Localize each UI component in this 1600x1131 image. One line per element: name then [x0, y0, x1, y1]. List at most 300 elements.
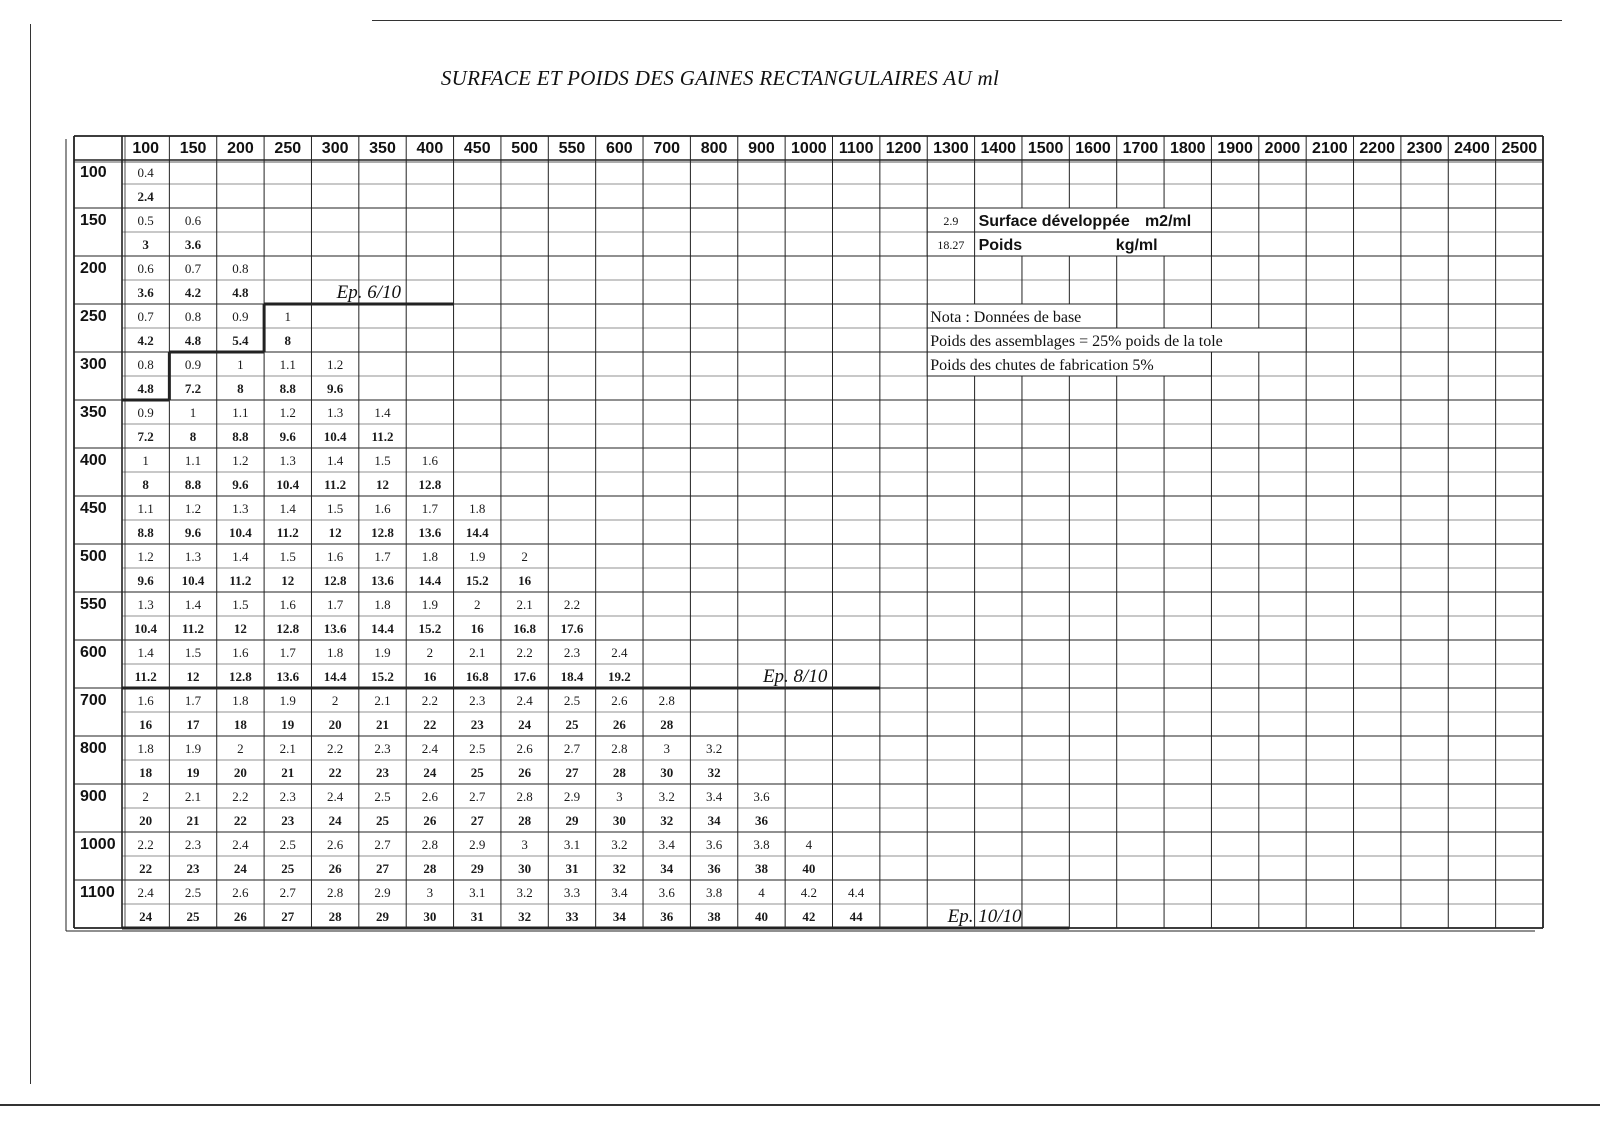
poids-cell: 18.4 [560, 669, 584, 684]
poids-cell: 16.8 [465, 669, 489, 684]
surface-cell: 2 [331, 693, 339, 708]
row-header: 900 [80, 788, 107, 805]
poids-cell: 13.6 [323, 621, 347, 636]
surface-cell: 2.5 [563, 693, 581, 708]
poids-cell: 9.6 [137, 573, 154, 588]
poids-cell: 34 [707, 813, 721, 828]
surface-cell: 2.8 [327, 885, 344, 900]
poids-cell: 20 [233, 765, 247, 780]
legend-poids-label: Poids [978, 237, 1023, 254]
surface-cell: 1.2 [184, 501, 202, 516]
row-header: 400 [80, 452, 107, 469]
poids-cell: 21 [376, 717, 390, 732]
surface-cell: 2.2 [327, 741, 344, 756]
column-header: 450 [463, 140, 491, 157]
poids-cell: 17 [186, 717, 200, 732]
column-header: 1000 [791, 140, 827, 157]
surface-cell: 2.8 [611, 741, 628, 756]
poids-cell: 19 [281, 717, 295, 732]
column-header: 600 [605, 140, 633, 157]
surface-cell: 1.7 [184, 693, 202, 708]
poids-cell: 16.8 [513, 621, 536, 636]
surface-cell: 2.5 [469, 741, 486, 756]
surface-cell: 2.8 [421, 837, 439, 852]
poids-cell: 8.8 [184, 477, 202, 492]
surface-cell: 3.3 [563, 885, 581, 900]
surface-cell: 1.5 [374, 453, 391, 468]
poids-cell: 12.8 [418, 477, 442, 492]
poids-cell: 8.8 [232, 429, 249, 444]
poids-cell: 17.6 [513, 669, 536, 684]
surface-cell: 1.3 [279, 453, 296, 468]
surface-cell: 2.2 [421, 693, 439, 708]
column-header: 150 [179, 140, 207, 157]
column-header: 200 [227, 140, 254, 157]
surface-cell: 1.4 [184, 597, 202, 612]
surface-cell: 1 [284, 309, 292, 324]
poids-cell: 17.6 [560, 621, 584, 636]
surface-cell: 2.6 [327, 837, 344, 852]
surface-cell: 1.3 [137, 597, 154, 612]
poids-cell: 4.2 [184, 285, 202, 300]
surface-cell: 4.2 [800, 885, 817, 900]
surface-cell: 1.6 [421, 453, 439, 468]
surface-cell: 1 [189, 405, 197, 420]
poids-cell: 9.6 [184, 525, 202, 540]
surface-cell: 3.1 [563, 837, 581, 852]
surface-cell: 2 [142, 789, 149, 804]
poids-cell: 20 [328, 717, 342, 732]
column-header: 2400 [1454, 140, 1490, 157]
surface-cell: 3.8 [753, 837, 770, 852]
row-header: 700 [80, 692, 107, 709]
poids-cell: 4.8 [137, 381, 154, 396]
poids-cell: 2.4 [137, 189, 154, 204]
poids-cell: 14.4 [323, 669, 347, 684]
poids-cell: 12.8 [229, 669, 252, 684]
surface-cell: 1.1 [184, 453, 202, 468]
surface-cell: 1.3 [232, 501, 249, 516]
poids-cell: 23 [470, 717, 484, 732]
poids-cell: 36 [754, 813, 768, 828]
surface-cell: 1.8 [327, 645, 344, 660]
poids-cell: 27 [470, 813, 484, 828]
surface-cell: 2.1 [469, 645, 486, 660]
poids-cell: 29 [565, 813, 579, 828]
poids-cell: 32 [660, 813, 674, 828]
poids-cell: 26 [328, 861, 342, 876]
legend-surface-unit: m2/ml [1144, 213, 1192, 230]
surface-cell: 2.4 [327, 789, 344, 804]
surface-cell: 1.1 [279, 357, 296, 372]
surface-cell: 1.1 [232, 405, 249, 420]
poids-cell: 25 [470, 765, 484, 780]
poids-cell: 12 [233, 621, 247, 636]
poids-cell: 38 [754, 861, 768, 876]
note-text: Nota : Données de base [930, 309, 1082, 326]
poids-cell: 16 [470, 621, 484, 636]
surface-cell: 2.4 [421, 741, 439, 756]
surface-cell: 2.1 [184, 789, 202, 804]
column-header: 1900 [1217, 140, 1253, 157]
poids-cell: 11.2 [134, 669, 157, 684]
surface-cell: 2.3 [279, 789, 296, 804]
surface-cell: 2.6 [232, 885, 249, 900]
poids-cell: 22 [423, 717, 437, 732]
poids-cell: 25 [376, 813, 390, 828]
poids-cell: 36 [707, 861, 721, 876]
column-header: 1800 [1169, 140, 1206, 157]
surface-cell: 2.7 [374, 837, 391, 852]
surface-cell: 1.5 [184, 645, 202, 660]
surface-cell: 4 [758, 885, 765, 900]
poids-cell: 14.4 [418, 573, 442, 588]
surface-cell: 1 [237, 357, 244, 372]
surface-cell: 1.9 [469, 549, 486, 564]
poids-cell: 30 [423, 909, 437, 924]
legend-poids-box [927, 232, 1211, 256]
surface-cell: 1.6 [279, 597, 296, 612]
poids-cell: 23 [281, 813, 295, 828]
poids-cell: 11.2 [324, 477, 347, 492]
surface-cell: 1.6 [232, 645, 249, 660]
surface-cell: 1.4 [232, 549, 249, 564]
surface-cell: 3.8 [705, 885, 723, 900]
surface-cell: 1.6 [137, 693, 154, 708]
poids-cell: 10.4 [276, 477, 300, 492]
surface-cell: 1.8 [469, 501, 486, 516]
poids-cell: 11.2 [276, 525, 299, 540]
surface-cell: 2.4 [611, 645, 628, 660]
thickness-label-ep6: Ep. 6/10 [336, 282, 402, 303]
column-header: 2500 [1501, 140, 1538, 157]
poids-cell: 3 [142, 237, 149, 252]
poids-cell: 12 [328, 525, 342, 540]
poids-cell: 15.2 [371, 669, 394, 684]
poids-cell: 32 [707, 765, 721, 780]
surface-cell: 2.1 [279, 741, 296, 756]
surface-cell: 2.2 [563, 597, 581, 612]
surface-cell: 3 [426, 885, 434, 900]
poids-cell: 8 [189, 429, 197, 444]
row-header: 800 [80, 740, 107, 757]
column-header: 100 [132, 140, 160, 157]
surface-cell: 2.3 [184, 837, 202, 852]
column-header: 1300 [933, 140, 969, 157]
surface-cell: 3.4 [705, 789, 723, 804]
poids-cell: 12.8 [276, 621, 300, 636]
poids-cell: 7.2 [137, 429, 154, 444]
poids-cell: 11.2 [229, 573, 252, 588]
surface-cell: 1.9 [374, 645, 391, 660]
poids-cell: 12.8 [371, 525, 394, 540]
poids-cell: 23 [376, 765, 390, 780]
poids-cell: 8.8 [279, 381, 296, 396]
surface-cell: 2.3 [563, 645, 581, 660]
row-header: 350 [80, 404, 107, 421]
poids-cell: 30 [660, 765, 674, 780]
poids-cell: 27 [376, 861, 390, 876]
surface-cell: 2.3 [469, 693, 486, 708]
poids-cell: 26 [423, 813, 437, 828]
row-header: 600 [80, 644, 107, 661]
surface-cell: 1.7 [327, 597, 344, 612]
surface-cell: 3.6 [753, 789, 770, 804]
poids-cell: 22 [233, 813, 247, 828]
row-header: 500 [80, 548, 107, 565]
surface-cell: 2.7 [279, 885, 296, 900]
surface-cell: 1.7 [279, 645, 296, 660]
poids-cell: 18 [233, 717, 247, 732]
note-text: Poids des chutes de fabrication 5% [930, 357, 1154, 374]
surface-cell: 1.5 [279, 549, 296, 564]
poids-cell: 33 [565, 909, 579, 924]
row-header: 300 [80, 356, 107, 373]
poids-cell: 25 [281, 861, 295, 876]
column-header: 2100 [1312, 140, 1348, 157]
poids-cell: 26 [518, 765, 532, 780]
poids-cell: 30 [518, 861, 532, 876]
poids-cell: 23 [186, 861, 200, 876]
surface-cell: 2.9 [374, 885, 391, 900]
poids-cell: 27 [565, 765, 579, 780]
surface-cell: 1.4 [137, 645, 154, 660]
poids-cell: 25 [565, 717, 579, 732]
poids-cell: 11.2 [182, 621, 205, 636]
poids-cell: 16 [139, 717, 153, 732]
surface-cell: 2.2 [516, 645, 533, 660]
surface-cell: 2.2 [232, 789, 249, 804]
poids-cell: 8 [284, 333, 292, 348]
surface-cell: 1.5 [232, 597, 249, 612]
poids-cell: 34 [660, 861, 674, 876]
column-header: 800 [700, 140, 728, 157]
poids-cell: 29 [470, 861, 484, 876]
surface-cell: 1.8 [232, 693, 249, 708]
poids-cell: 30 [612, 813, 626, 828]
poids-cell: 24 [423, 765, 437, 780]
surface-cell: 3 [663, 741, 670, 756]
note-text: Poids des assemblages = 25% poids de la tole [930, 333, 1223, 350]
surface-cell: 0.7 [137, 309, 154, 324]
surface-cell: 2.5 [279, 837, 296, 852]
poids-cell: 31 [470, 909, 484, 924]
poids-cell: 42 [802, 909, 816, 924]
row-header: 450 [80, 500, 107, 517]
surface-cell: 0.8 [137, 357, 154, 372]
poids-cell: 3.6 [184, 237, 202, 252]
poids-cell: 24 [139, 909, 153, 924]
surface-cell: 2.4 [137, 885, 154, 900]
column-header: 500 [511, 140, 538, 157]
column-header: 1600 [1075, 140, 1111, 157]
surface-cell: 1.6 [327, 549, 344, 564]
surface-cell: 2.1 [374, 693, 391, 708]
poids-cell: 4.8 [184, 333, 202, 348]
poids-cell: 10.4 [323, 429, 347, 444]
poids-cell: 11.2 [371, 429, 394, 444]
surface-cell: 1.9 [421, 597, 439, 612]
column-header: 2300 [1406, 140, 1443, 157]
poids-cell: 21 [186, 813, 200, 828]
surface-cell: 2.7 [469, 789, 486, 804]
poids-cell: 34 [612, 909, 626, 924]
surface-cell: 1.3 [184, 549, 202, 564]
poids-cell: 10.4 [229, 525, 252, 540]
column-header: 700 [653, 140, 681, 157]
legend-surface-label: Surface développée [978, 213, 1130, 230]
surface-cell: 1.2 [279, 405, 296, 420]
surface-cell: 1.8 [374, 597, 391, 612]
surface-cell: 1.2 [232, 453, 249, 468]
row-header: 200 [80, 260, 107, 277]
surface-cell: 1.7 [374, 549, 391, 564]
surface-cell: 1.7 [421, 501, 439, 516]
surface-cell: 2.9 [469, 837, 486, 852]
poids-cell: 24 [233, 861, 247, 876]
poids-cell: 18 [139, 765, 153, 780]
column-header: 1500 [1027, 140, 1064, 157]
surface-cell: 3.2 [658, 789, 675, 804]
column-header: 400 [416, 140, 444, 157]
poids-cell: 9.6 [279, 429, 296, 444]
surface-cell: 1.4 [279, 501, 296, 516]
surface-cell: 2.8 [658, 693, 675, 708]
surface-cell: 3.2 [611, 837, 628, 852]
legend-poids-unit: kg/ml [1115, 237, 1158, 254]
column-header: 2000 [1264, 140, 1301, 157]
surface-cell: 2 [521, 549, 528, 564]
surface-cell: 0.6 [137, 261, 154, 276]
poids-cell: 8 [237, 381, 244, 396]
surface-cell: 0.6 [184, 213, 202, 228]
surface-cell: 3.4 [611, 885, 628, 900]
column-header: 300 [321, 140, 349, 157]
poids-cell: 12 [186, 669, 200, 684]
poids-cell: 27 [281, 909, 295, 924]
poids-cell: 28 [612, 765, 626, 780]
surface-cell: 2 [237, 741, 244, 756]
poids-cell: 14.4 [371, 621, 394, 636]
poids-cell: 32 [518, 909, 532, 924]
poids-cell: 28 [328, 909, 342, 924]
surface-cell: 1.3 [327, 405, 344, 420]
poids-cell: 13.6 [371, 573, 394, 588]
document-title: SURFACE ET POIDS DES GAINES RECTANGULAIRES AU ml [440, 66, 1000, 90]
surface-cell: 3 [616, 789, 623, 804]
surface-cell: 1.1 [137, 501, 154, 516]
poids-cell: 25 [186, 909, 200, 924]
poids-cell: 9.6 [327, 381, 344, 396]
poids-cell: 36 [660, 909, 674, 924]
surface-cell: 3.4 [658, 837, 675, 852]
surface-cell: 2.6 [516, 741, 533, 756]
poids-cell: 38 [707, 909, 721, 924]
row-header: 250 [80, 308, 107, 325]
surface-cell: 2.8 [516, 789, 533, 804]
surface-cell: 2.2 [137, 837, 154, 852]
poids-cell: 20 [139, 813, 153, 828]
surface-cell: 0.8 [184, 309, 202, 324]
poids-cell: 5.4 [232, 333, 249, 348]
poids-cell: 13.6 [418, 525, 442, 540]
poids-cell: 40 [802, 861, 816, 876]
surface-cell: 0.8 [232, 261, 249, 276]
surface-cell: 1 [142, 453, 149, 468]
poids-cell: 44 [849, 909, 863, 924]
poids-cell: 22 [139, 861, 153, 876]
poids-cell: 9.6 [232, 477, 249, 492]
poids-cell: 28 [660, 717, 674, 732]
surface-cell: 0.7 [184, 261, 202, 276]
column-header: 1200 [885, 140, 922, 157]
surface-cell: 4.4 [848, 885, 865, 900]
surface-cell: 2.3 [374, 741, 391, 756]
surface-cell: 2.6 [611, 693, 628, 708]
surface-cell: 1.8 [137, 741, 154, 756]
surface-cell: 1.2 [327, 357, 344, 372]
poids-cell: 4.8 [232, 285, 249, 300]
poids-cell: 3.6 [137, 285, 154, 300]
surface-cell: 1.8 [421, 549, 439, 564]
poids-cell: 32 [612, 861, 626, 876]
poids-cell: 40 [754, 909, 768, 924]
surface-cell: 3.2 [705, 741, 723, 756]
row-header: 100 [80, 164, 107, 181]
row-header: 150 [80, 212, 107, 229]
poids-cell: 10.4 [181, 573, 205, 588]
poids-cell: 7.2 [184, 381, 202, 396]
surface-cell: 3.1 [469, 885, 486, 900]
surface-cell: 1.4 [327, 453, 344, 468]
poids-cell: 29 [376, 909, 390, 924]
poids-cell: 24 [328, 813, 342, 828]
surface-cell: 0.5 [137, 213, 154, 228]
poids-cell: 26 [233, 909, 247, 924]
poids-cell: 28 [423, 861, 437, 876]
surface-cell: 1.9 [184, 741, 202, 756]
legend-surface-value: 2.9 [943, 214, 959, 228]
surface-cell: 0.4 [137, 165, 154, 180]
surface-cell: 0.9 [232, 309, 249, 324]
poids-cell: 8.8 [137, 525, 154, 540]
surface-cell: 2.4 [516, 693, 533, 708]
surface-cell: 2.4 [232, 837, 249, 852]
surface-cell: 2 [474, 597, 481, 612]
surface-cell: 3 [521, 837, 528, 852]
thickness-label-ep8: Ep. 8/10 [762, 666, 828, 687]
surface-cell: 1.6 [374, 501, 391, 516]
column-header: 2200 [1359, 140, 1396, 157]
column-header: 350 [369, 140, 396, 157]
poids-cell: 16 [423, 669, 437, 684]
column-header: 250 [274, 140, 302, 157]
surface-cell: 2.9 [563, 789, 581, 804]
column-header: 550 [558, 140, 586, 157]
poids-cell: 12.8 [323, 573, 347, 588]
poids-cell: 15.2 [465, 573, 489, 588]
surface-cell: 2.5 [184, 885, 202, 900]
poids-cell: 8 [142, 477, 149, 492]
poids-cell: 12 [281, 573, 295, 588]
surface-cell: 2.7 [563, 741, 581, 756]
surface-cell: 3.2 [516, 885, 533, 900]
surface-cell: 2 [426, 645, 434, 660]
surface-cell: 1.5 [327, 501, 344, 516]
poids-cell: 12 [376, 477, 390, 492]
column-header: 1400 [980, 140, 1017, 157]
row-header: 550 [80, 596, 107, 613]
